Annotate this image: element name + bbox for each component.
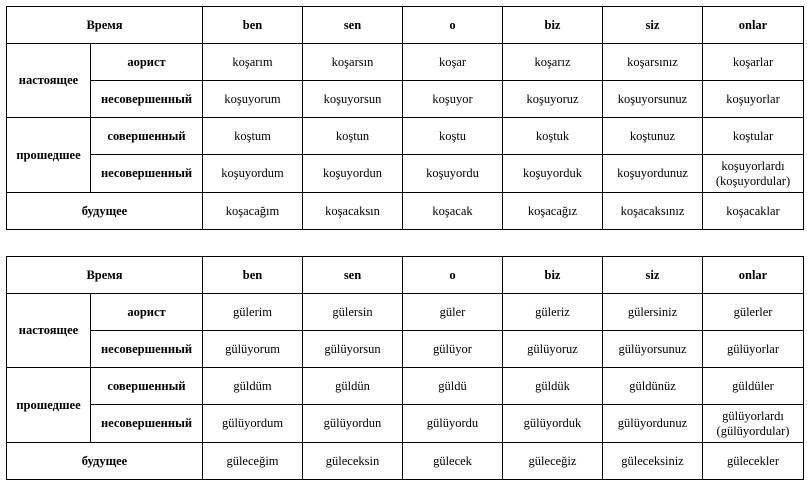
cell: koşuyorum [203, 81, 303, 118]
cell-line-alt: (koşuyordular) [715, 173, 791, 188]
table-row [7, 443, 804, 480]
cell: güldüler [703, 368, 804, 405]
header-siz: siz [603, 257, 703, 294]
cell: koşar [403, 44, 503, 81]
table-row [7, 118, 804, 155]
cell: koştu [403, 118, 503, 155]
tense-imperfect-past: несовершенный [91, 155, 203, 193]
header-row [7, 257, 804, 294]
cell: koşuyordum [203, 155, 303, 193]
table-row [7, 44, 804, 81]
cell: güldü [403, 368, 503, 405]
header-sen: sen [303, 7, 403, 44]
cell: koşarlar [703, 44, 804, 81]
header-sen: sen [303, 257, 403, 294]
header-row [7, 7, 804, 44]
cell: gülüyordunuz [603, 405, 703, 443]
cell: gülüyorsunuz [603, 331, 703, 368]
cell: güldün [303, 368, 403, 405]
cell: koştular [703, 118, 804, 155]
cell: gülersiniz [603, 294, 703, 331]
header-ben: ben [203, 7, 303, 44]
cell: gülüyordum [203, 405, 303, 443]
cell: gülecekler [703, 443, 804, 480]
cell: koşacağız [503, 193, 603, 230]
cell: koşarsın [303, 44, 403, 81]
cell: güleriz [503, 294, 603, 331]
tense-imperfect-present: несовершенный [91, 81, 203, 118]
cell: koşuyorsunuz [603, 81, 703, 118]
tense-perfect: совершенный [91, 118, 203, 155]
cell: gülüyorsun [303, 331, 403, 368]
cell: gülüyorum [203, 331, 303, 368]
cell: güldük [503, 368, 603, 405]
cell: koşarız [503, 44, 603, 81]
cell: güleceğiz [503, 443, 603, 480]
cell: koşuyor [403, 81, 503, 118]
table-row [7, 81, 804, 118]
table-row [7, 155, 804, 193]
cell: koştum [203, 118, 303, 155]
cell: koşuyorsun [303, 81, 403, 118]
cell: gülersin [303, 294, 403, 331]
cell: koşacağım [203, 193, 303, 230]
cell: koşacaklar [703, 193, 804, 230]
table-row [7, 331, 804, 368]
cell: koştuk [503, 118, 603, 155]
header-siz: siz [603, 7, 703, 44]
cell: güler [403, 294, 503, 331]
tense-imperfect-past: несовершенный [91, 405, 203, 443]
cell: koşuyordun [303, 155, 403, 193]
cell: güldünüz [603, 368, 703, 405]
table-row [7, 193, 804, 230]
header-onlar: onlar [703, 7, 804, 44]
cell-line: gülüyorlardı [722, 408, 784, 423]
header-time: Время [7, 257, 203, 294]
cell [703, 405, 804, 443]
conjugation-table-kosmak [6, 6, 804, 230]
cell: gülerim [203, 294, 303, 331]
cell: gülerler [703, 294, 804, 331]
header-biz: biz [503, 7, 603, 44]
cell: koşarsınız [603, 44, 703, 81]
header-o: o [403, 257, 503, 294]
header-onlar: onlar [703, 257, 804, 294]
cell: koşacak [403, 193, 503, 230]
table-row [7, 405, 804, 443]
cell: gülüyoruz [503, 331, 603, 368]
cell: koşuyorlar [703, 81, 804, 118]
cell: koşarım [203, 44, 303, 81]
table-row [7, 368, 804, 405]
cell: gülüyordu [403, 405, 503, 443]
cell: gülüyordun [303, 405, 403, 443]
cell: gülüyorduk [503, 405, 603, 443]
cell: koşacaksın [303, 193, 403, 230]
cell: gülüyorlar [703, 331, 804, 368]
cell: güleceksin [303, 443, 403, 480]
group-future: будущее [7, 443, 203, 480]
cell: koşuyoruz [503, 81, 603, 118]
cell: koşuyorduk [503, 155, 603, 193]
cell: koşuyordunuz [603, 155, 703, 193]
cell: güleceğim [203, 443, 303, 480]
cell: koştunuz [603, 118, 703, 155]
tense-imperfect-present: несовершенный [91, 331, 203, 368]
cell-line: koşuyorlardı [721, 158, 785, 173]
group-past: прошедшее [7, 368, 91, 443]
table-row [7, 294, 804, 331]
cell: koşuyordu [403, 155, 503, 193]
group-present: настоящее [7, 44, 91, 118]
group-future: будущее [7, 193, 203, 230]
cell: güleceksiniz [603, 443, 703, 480]
cell: koştun [303, 118, 403, 155]
cell: koşacaksınız [603, 193, 703, 230]
conjugation-table-gulmek [6, 256, 804, 480]
tense-aorist: аорист [91, 294, 203, 331]
tense-aorist: аорист [91, 44, 203, 81]
cell: gülecek [403, 443, 503, 480]
tense-perfect: совершенный [91, 368, 203, 405]
cell-line-alt: (gülüyordular) [716, 423, 790, 438]
cell: gülüyor [403, 331, 503, 368]
group-past: прошедшее [7, 118, 91, 193]
header-ben: ben [203, 257, 303, 294]
cell [703, 155, 804, 193]
header-biz: biz [503, 257, 603, 294]
cell: güldüm [203, 368, 303, 405]
header-time: Время [7, 7, 203, 44]
group-present: настоящее [7, 294, 91, 368]
header-o: o [403, 7, 503, 44]
